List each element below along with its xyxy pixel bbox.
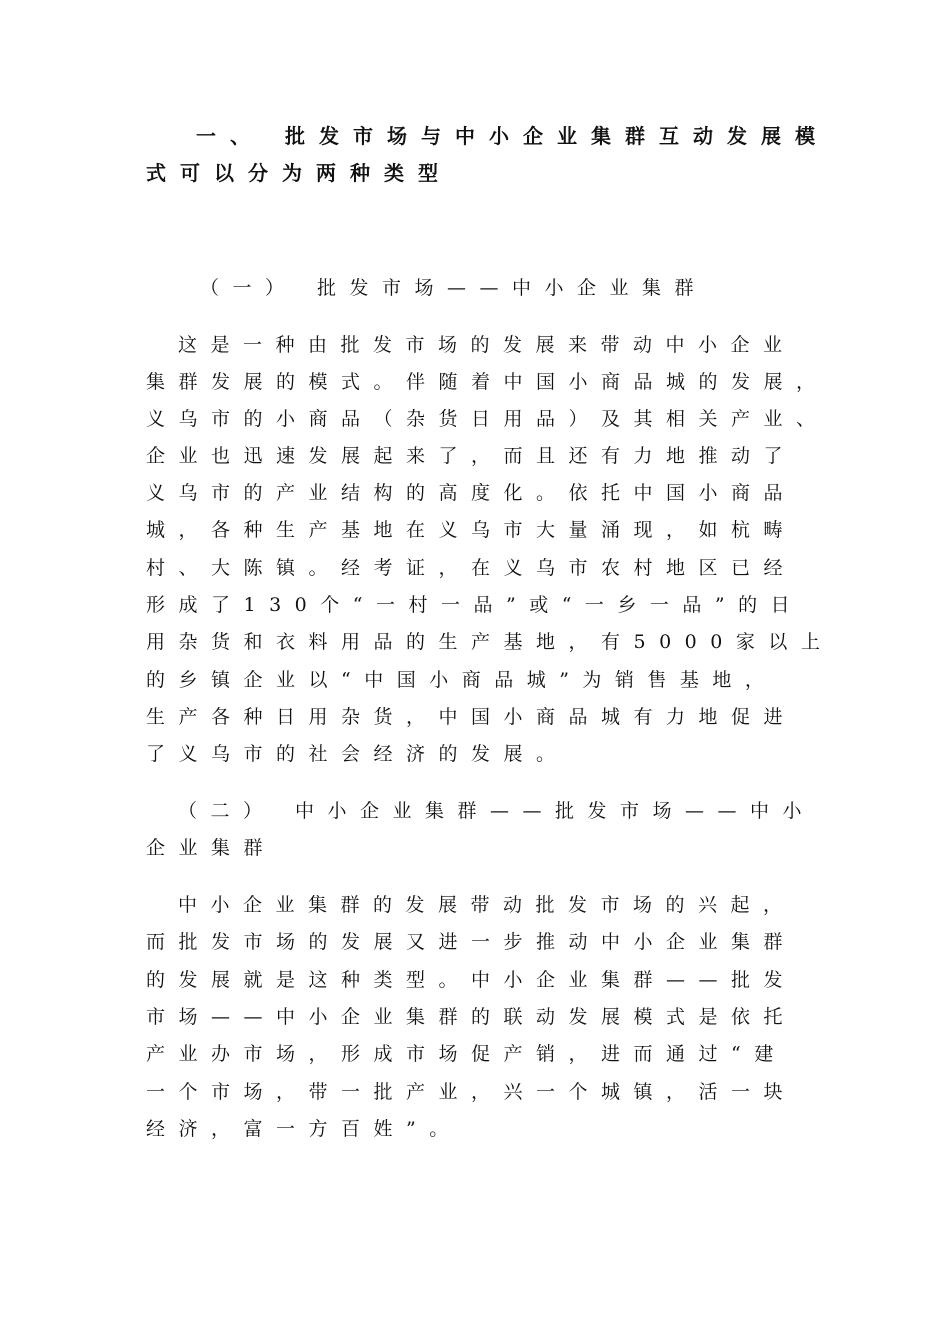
title-line-1: 一、 批发市场与中小企业集群互动发展模 — [196, 124, 829, 148]
title-line-2: 式可以分为两种类型 — [146, 161, 452, 185]
section-1-line: 企业也迅速发展起来了，而且还有力地推动了 — [146, 445, 797, 467]
section-1-line: 集群发展的模式。伴随着中国小商品城的发展， — [146, 371, 829, 393]
section-2-line: 产业办市场，形成市场促产销，进而通过“建 — [146, 1043, 787, 1065]
section-2-heading-line-1: （二） 中小企业集群——批发市场——中小 — [178, 800, 816, 822]
section-1-heading: （一） 批发市场——中小企业集群 — [200, 277, 708, 299]
section-2-line: 经济，富一方百姓”。 — [146, 1118, 462, 1140]
section-1-line: 义乌市的小商品（杂货日用品）及其相关产业、 — [146, 408, 829, 430]
section-2-line: 而批发市场的发展又进一步推动中小企业集群 — [146, 931, 797, 953]
section-1-line: 用杂货和衣料用品的生产基地，有5000家以上 — [146, 631, 834, 653]
section-1-line: 生产各种日用杂货，中国小商品城有力地促进 — [146, 706, 797, 728]
section-2-heading-line-2: 企业集群 — [146, 837, 277, 859]
section-2-line: 中小企业集群的发展带动批发市场的兴起， — [178, 894, 796, 916]
section-1-line: 义乌市的产业结构的高度化。依托中国小商品 — [146, 482, 797, 504]
section-1-line: 城，各种生产基地在义乌市大量涌现，如杭畴 — [146, 519, 797, 541]
section-1-line: 这是一种由批发市场的发展来带动中小企业 — [178, 334, 796, 356]
section-2-line: 一个市场，带一批产业，兴一个城镇，活一块 — [146, 1081, 797, 1103]
section-1-line: 了义乌市的社会经济的发展。 — [146, 743, 569, 765]
section-2-line: 市场——中小企业集群的联动发展模式是依托 — [146, 1006, 797, 1028]
section-1-line: 的乡镇企业以“中国小商品城”为销售基地， — [146, 669, 778, 691]
section-2-line: 的发展就是这种类型。中小企业集群——批发 — [146, 969, 797, 991]
section-1-line: 形成了130个“一村一品”或“一乡一品”的日 — [146, 594, 804, 616]
section-1-line: 村、大陈镇。经考证，在义乌市农村地区已经 — [146, 557, 797, 579]
